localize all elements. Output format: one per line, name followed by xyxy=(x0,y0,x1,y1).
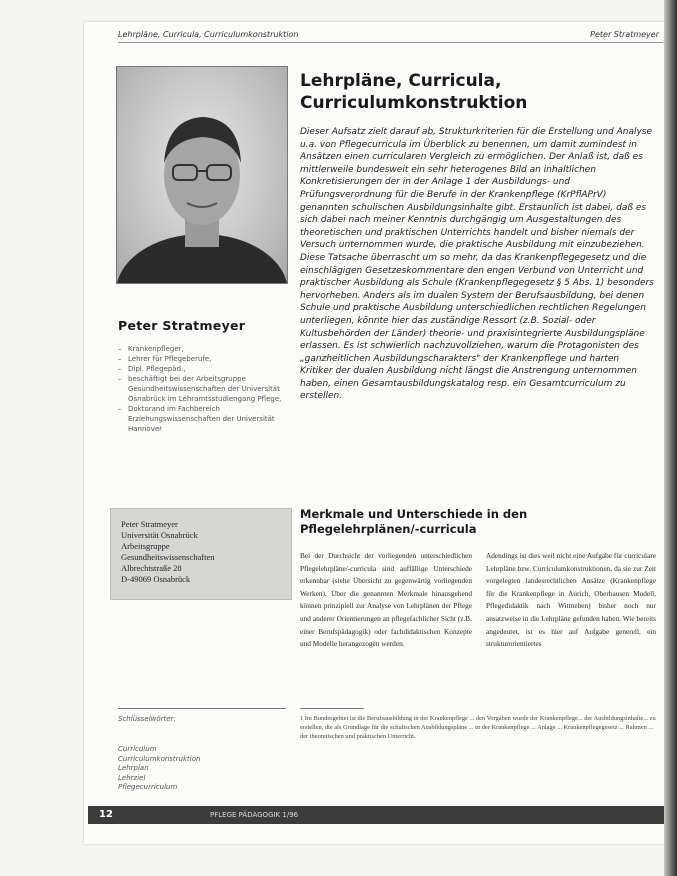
body-column-right: Adendings ist dies weil nicht eine Aufgabe für curriculare Lehrpläne bzw. Curriculumkonstruktionen, da sie zur Zeit vorgelegten landesrechtlichen Ansätze (Krankenpflege für die Krankenpflege in Aurich, Oberhausen Modell, Pflegedidaktik nach Wittneben) bisher noch nur ansatzweise in die Lehrpläne gefunden haben. Wie bereits angedeutet, ist es hier auf Aufgabe generell, ein strukturorientiertes xyxy=(486,551,656,649)
page-binding-edge xyxy=(664,0,677,876)
author-name: Peter Stratmeyer xyxy=(118,318,246,333)
title-line: Lehrpläne, Curricula, xyxy=(300,71,502,91)
bio-item: – Dipl. Pflegepäd., xyxy=(118,364,298,374)
bio-item: – Krankenpfleger, xyxy=(118,344,298,354)
keywords-list xyxy=(118,745,200,793)
address-line: Universität Osnabrück xyxy=(121,530,198,540)
body-column-left: Bei der Durchsicht der vorliegenden unterschiedlichen Pflegelehrpläne/-curricula sind auffällige Unterschiede erkennbar (siehe Übersicht zu gegenwärtig vorliegenden Werken). Über die genannten Merkmale hinausgehend können prinzipiell zur Analyse von Lehrplänen der Pflege und anderer Orientierungen an pflegefachlicher Sicht (z.B. einer Berufspädagogik) oder fachdidaktischen Konzepte und Modelle herangezogen werden. xyxy=(300,551,472,649)
portrait-illustration xyxy=(117,67,287,283)
article-lead: Dieser Aufsatz zielt darauf ab, Strukturkriterien für die Erstellung und Analyse u.a. von Pflegecurricula im Überblick zu benennen, um damit zumindest in Ansätzen einen curricularen Vergleich zu ermöglichen. Der Anlaß ist, daß es mittlerweile bundesweit ein sehr heterogenes Bild an inhaltlichen Konkretisierungen der in der Anlage 1 der Ausbildungs- und Prüfungsverordnung für die Berufe in der Krankenpflege (KrPflAPrV) genannten schulischen Ausbildungsinhalte gibt. Erstaunlich ist dabei, daß es sich dabei nach meiner Kenntnis durchgängig um Ausgestaltungen des theoretischen und praktischen Unterrichts handelt und bisher niemals der Versuch unternommen wurde, die praktische Ausbildung mit einzubeziehen. Diese Tatsache überrascht um so mehr, da das Krankenpflegegesetz und die einschlägigen Gesetzeskommentare den engen Verbund von Unterricht und praktischer Ausbildung als Schule (Krankenpflegegesetz § 5 Abs. 1) besonders hervorheben. Anders als im dualen System der Berufsausbildung, bei denen Schule und praktische Ausbildung unterschiedlichen rechtlichen Regelungen unterliegen, könnte hier das zuständige Ressort (z.B. Sozial- oder Kultusbehörden der Länder) theorie- und praxisintegrierte Ausbildungspläne erlassen. Es ist schwierlich nachzuvollziehen, warum die Protagonisten des „ganzheitlichen Ausbildungscharakters" der Krankenpflege und harten Kritiker der dualen Ausbildung nicht längst die Anstrengung unternommen haben, einen Gesamtausbildungskatalog resp. ein Gesamtcurriculum zu erstellen. xyxy=(300,127,654,402)
journal-name: PFLEGE PÄDAGOGIK 1/96 xyxy=(210,811,299,819)
page-number: 12 xyxy=(99,809,113,820)
keyword: Lehrplan xyxy=(118,764,149,772)
keyword: Pflegecurriculum xyxy=(118,783,178,791)
running-header-left: Lehrpläne, Curricula, Curriculumkonstruktion xyxy=(118,30,299,39)
address-line: D-49069 Osnabrück xyxy=(121,574,191,584)
section-heading xyxy=(300,507,640,537)
title-line: Curriculumkonstruktion xyxy=(300,93,528,113)
address-lines xyxy=(121,519,214,585)
running-header-right: Peter Stratmeyer xyxy=(590,30,659,39)
sidebar-rule xyxy=(118,708,286,709)
author-bio-list xyxy=(118,344,298,434)
footnote: 1 Im Bundesgebiet ist die Berufsausbildung in der Krankenpflege ... den Vorgaben wurde der Krankenpflege... der Ausbildungsinhalte... zu erstellen, die als Grundlage für die schulischen Ausbildungspläne ... in der Krankenpflege ... Anlage ... Krankenpflegegesetz ... Rahmen ... der theoretischen und praktischen Unterricht. xyxy=(300,715,656,741)
keywords-heading: Schlüsselwörter: xyxy=(118,715,176,723)
keyword: Curriculum xyxy=(118,745,157,753)
address-box xyxy=(110,508,292,600)
bio-item: – Doktorand im Fachbereich Erziehungswissenschaften der Universität Hannover xyxy=(118,404,298,434)
footnote-rule xyxy=(300,708,364,709)
article-title xyxy=(300,70,650,114)
footer-bar xyxy=(88,806,664,824)
address-line: Arbeitsgruppe xyxy=(121,541,170,551)
address-line: Peter Stratmeyer xyxy=(121,519,178,529)
section-heading-line: Pflegelehrplänen/-curricula xyxy=(300,522,477,536)
keyword: Lehrziel xyxy=(118,773,146,782)
address-line: Gesundheitswissenschaften xyxy=(121,552,215,562)
address-line: Albrechtstraße 28 xyxy=(121,563,182,573)
section-heading-line: Merkmale und Unterschiede in den xyxy=(300,507,528,521)
header-rule xyxy=(118,42,663,43)
bio-item: – Lehrer für Pflegeberufe, xyxy=(118,354,298,364)
keyword: Curriculumkonstruktion xyxy=(118,754,201,763)
author-photo xyxy=(116,66,288,284)
bio-item: – beschäftigt bei der Arbeitsgruppe Gesundheitswissenschaften der Universität Osnabrück im Lehramtsstudiengang Pflege, xyxy=(118,374,298,404)
